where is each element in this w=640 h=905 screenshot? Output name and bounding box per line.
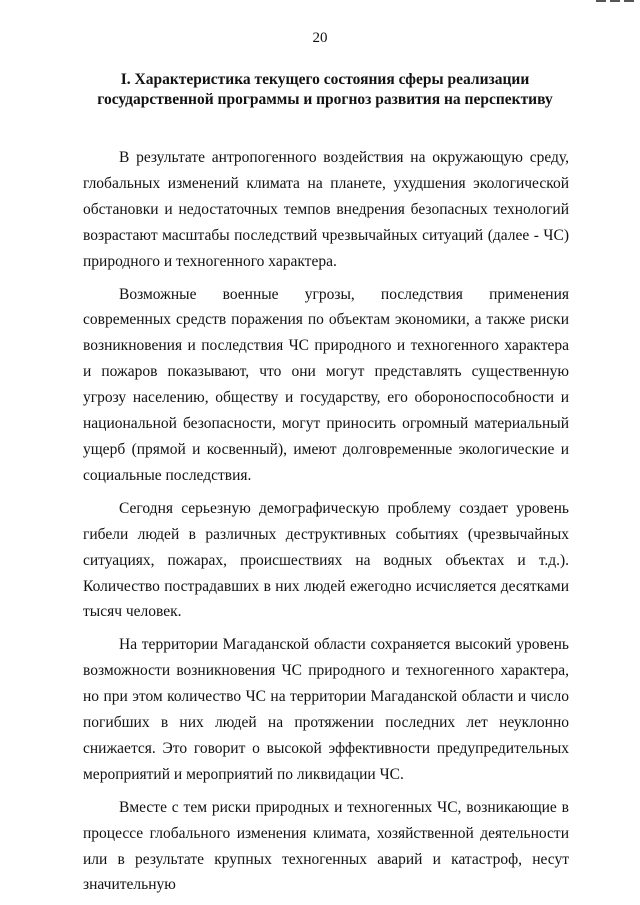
section-title-line-2: государственной программы и прогноз развития на перспективу xyxy=(97,91,553,108)
paragraph: Сегодня серьезную демографическую проблему создает уровень гибели людей в различных деструктивных событиях (чрезвычайных ситуациях, пожарах, происшествиях на водных объектах и т.д.). Количество пострадавших в них людей ежегодно исчисляется десятками тысяч человек. xyxy=(83,499,569,621)
paragraph: Вместе с тем риски природных и техногенных ЧС, возникающие в процессе глобального изменения климата, хозяйственной деятельности или в результате крупных техногенных аварий и катастроф, несут значительную xyxy=(83,798,569,894)
scan-mark xyxy=(610,0,620,2)
paragraph: В результате антропогенного воздействия на окружающую среду, глобальных изменений климата на планете, ухудшения экологической обстановки и недостаточных темпов внедрения безопасных технологий возрастают масштабы последствий чрезвычайных ситуаций (далее - ЧС) природного и техногенного характера. xyxy=(83,149,569,270)
scan-edge-marks xyxy=(596,0,634,2)
body-text xyxy=(83,145,569,898)
paragraph: На территории Магаданской области сохраняется высокий уровень возможности возникновения ЧС природного и техногенного характера, но при этом количество ЧС на территории Магаданской области и число погибших в них людей на протяжении последних лет неуклонно снижается. Это говорит о высокой эффективности предупредительных мероприятий и мероприятий по ликвидации ЧС. xyxy=(83,636,569,783)
scan-mark xyxy=(624,0,634,2)
scan-mark xyxy=(596,0,606,2)
section-title-line-1: I. Характеристика текущего состояния сферы реализации xyxy=(120,71,530,88)
page-number: 20 xyxy=(312,30,328,46)
section-title xyxy=(70,70,580,110)
paragraph: Возможные военные угрозы, последствия применения современных средств поражения по объектам экономики, а также риски возникновения и последствия ЧС природного и техногенного характера и пожаров показывают, что они могут представлять существенную угрозу населению, обществу и государству, его обороноспособности и национальной безопасности, могут приносить огромный материальный ущерб (прямой и косвенный), имеют долговременные экологические и социальные последствия. xyxy=(83,285,569,484)
